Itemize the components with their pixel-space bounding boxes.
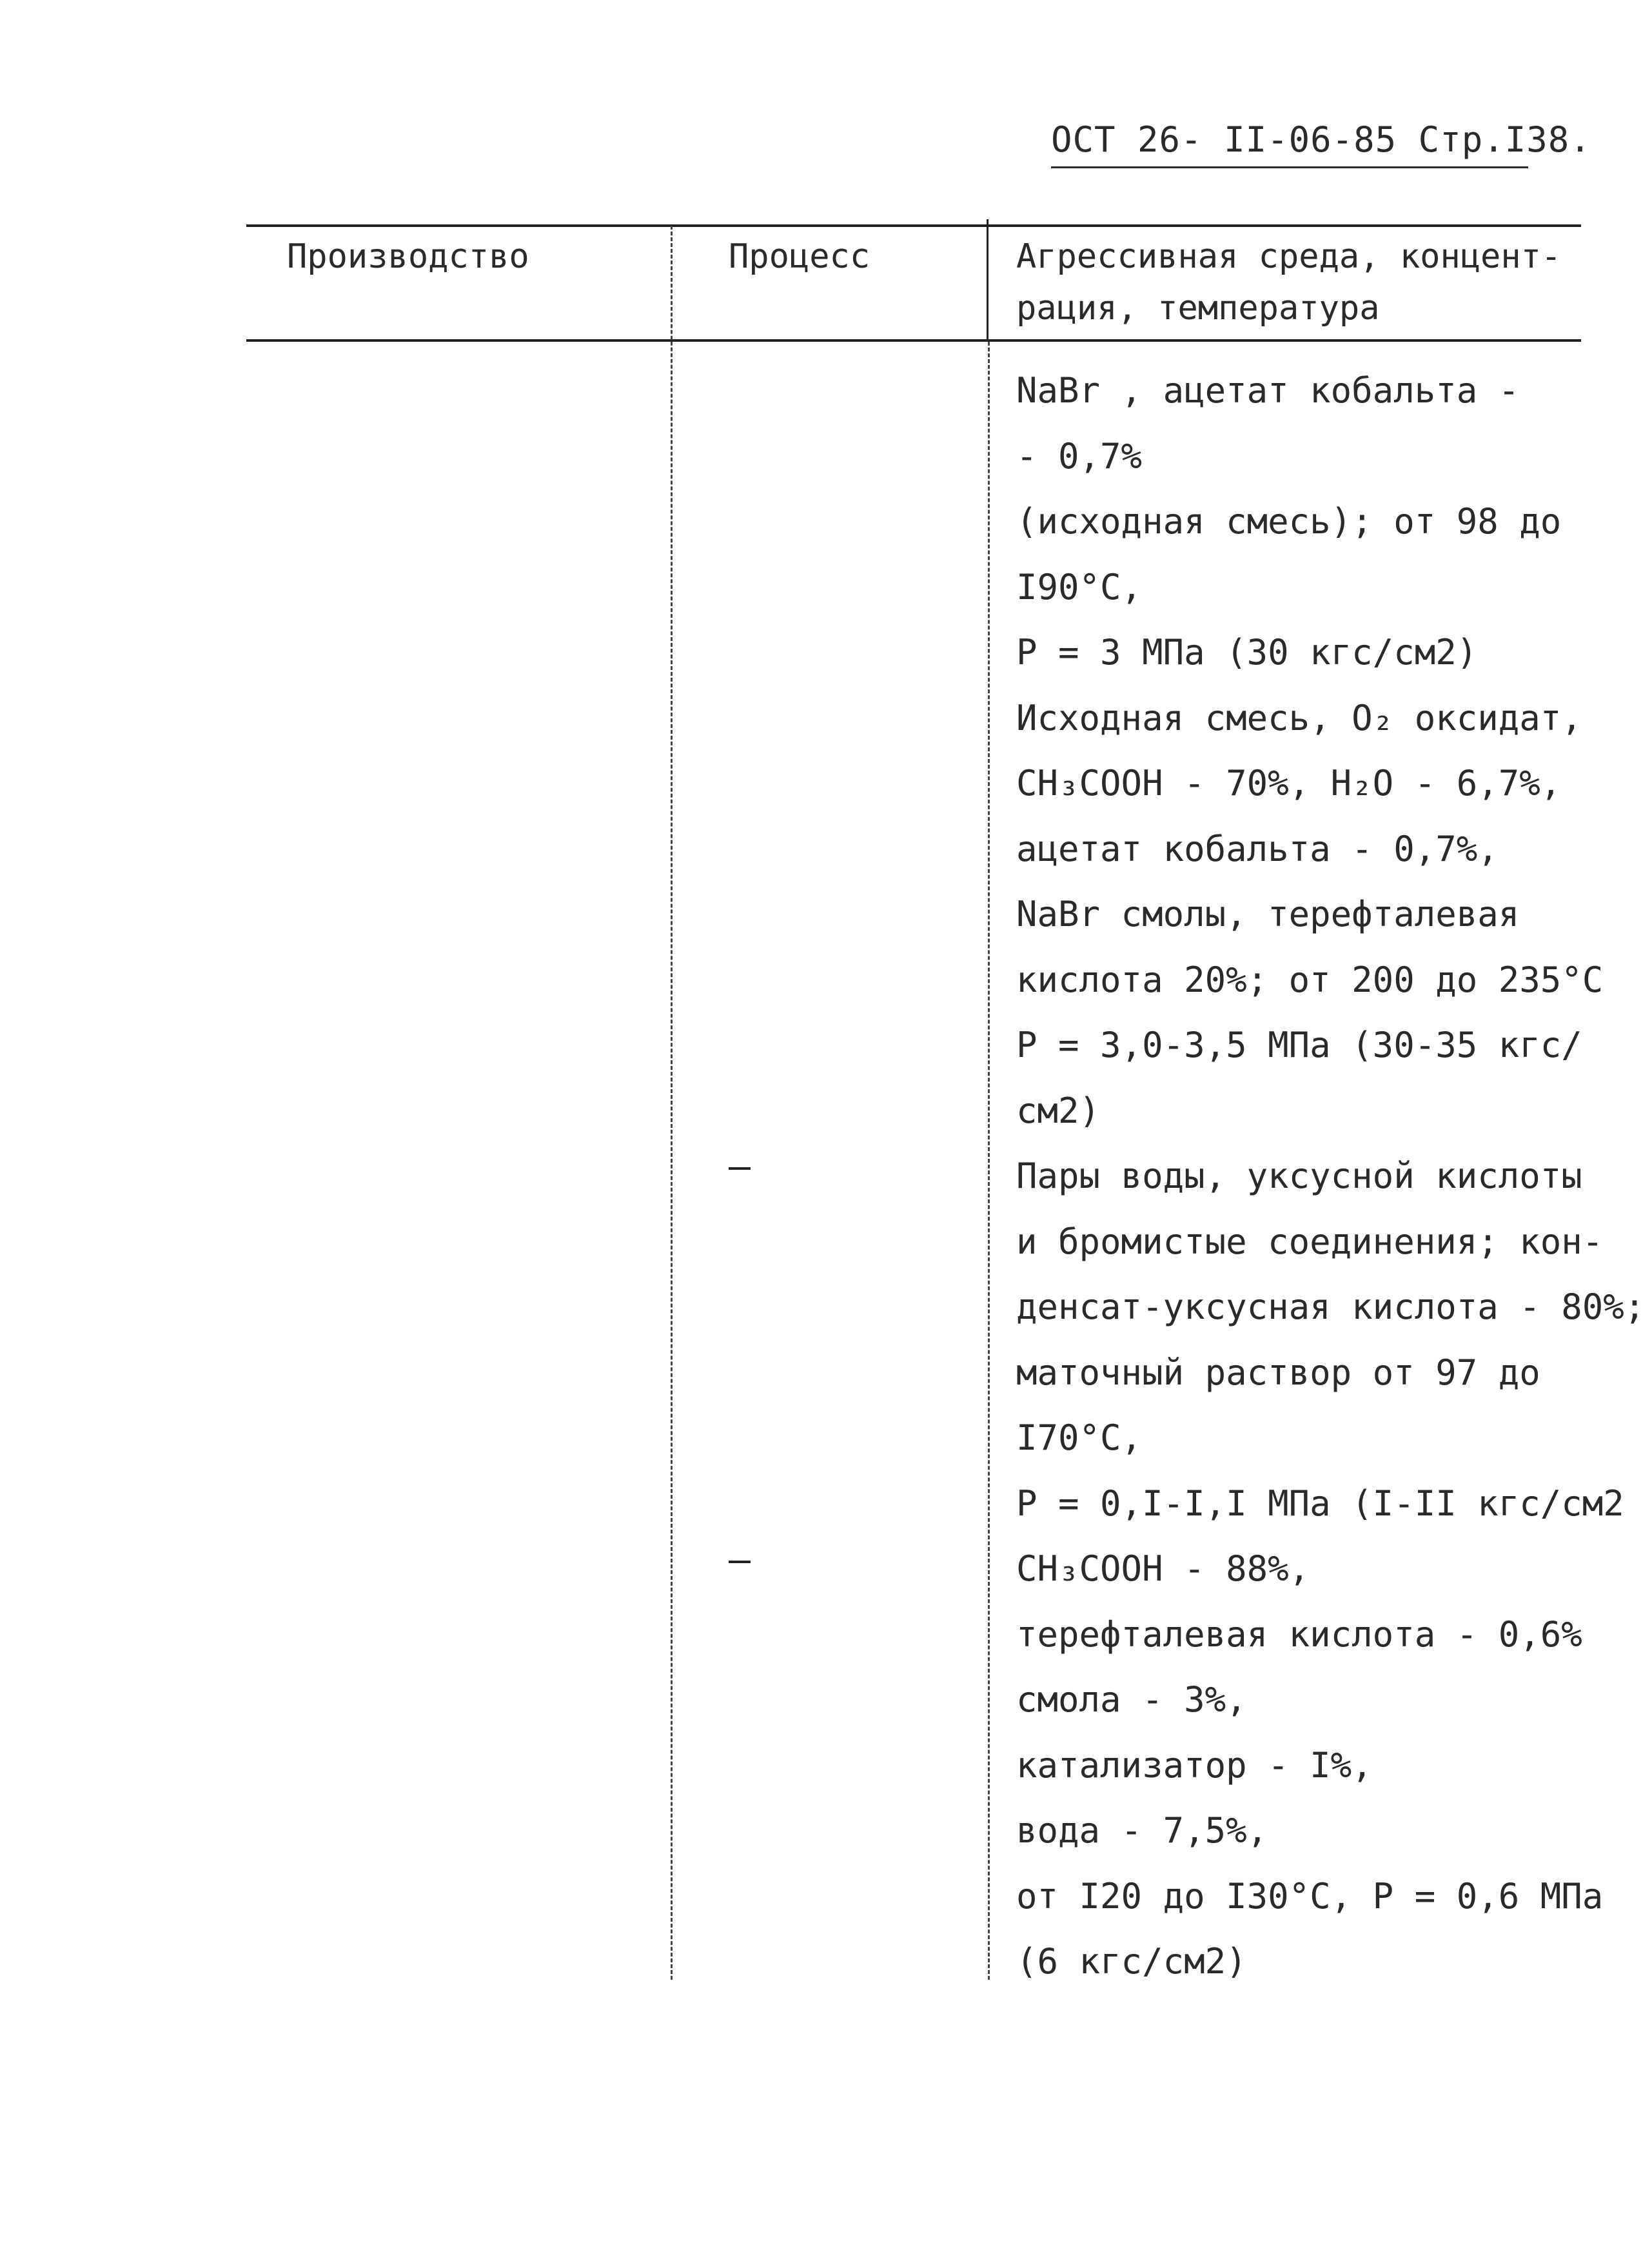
medium-line: кислота 20%; от 200 до 235°C [1016,959,1604,1000]
medium-line: терефталевая кислота - 0,6% [1016,1613,1582,1655]
medium-line: и бромистые соединения; кон- [1016,1221,1604,1262]
process-mark-2 [729,1561,751,1563]
table-header-rule [246,339,1581,342]
medium-line: маточный раствор от 97 до [1016,1352,1540,1393]
column-divider-1 [671,226,673,1980]
document-reference: ОСТ 26- II-06-85 Стр.I38. [1051,119,1591,160]
column-divider-2-header [987,219,988,342]
medium-line: I90°C, [1016,566,1143,607]
column-header-process: Процесс [729,237,870,276]
column-header-production: Производство [287,237,529,276]
column-header-medium-line-1: Агрессивная среда, концент- [1016,237,1562,276]
medium-line: NaBr , ацетат кобальта - [1016,370,1520,411]
medium-line: (6 кгс/см2) [1016,1941,1247,1982]
document-reference-underline [1051,166,1528,168]
column-divider-2 [988,342,990,1980]
table-top-rule [246,224,1581,227]
medium-line: катализатор - I%, [1016,1744,1373,1786]
medium-line: (исходная смесь); от 98 до [1016,501,1562,542]
medium-line: Пары воды, уксусной кислоты [1016,1156,1582,1196]
medium-line: CH₃COOH - 88%, [1016,1548,1310,1589]
medium-line: - 0,7% [1016,435,1143,477]
column-header-medium [1016,231,1561,334]
medium-line: I70°C, [1016,1417,1143,1458]
medium-line: ацетат кобальта - 0,7%, [1016,828,1499,869]
medium-line: NaBr смолы, терефталевая [1016,894,1520,934]
process-mark-1 [729,1167,751,1170]
medium-line: вода - 7,5%, [1016,1810,1268,1851]
medium-line: смола - 3%, [1016,1679,1247,1720]
column-header-medium-line-2: рация, температура [1016,289,1380,328]
medium-line: см2) [1016,1090,1101,1131]
medium-line: P = 3,0-3,5 МПа (30-35 кгс/ [1016,1025,1582,1065]
medium-line: P = 0,I-I,I МПа (I-II кгс/см2 [1016,1483,1624,1524]
medium-line: от I20 до I30°C, P = 0,6 МПа [1016,1875,1604,1917]
medium-column [1016,358,1646,1995]
medium-line: P = 3 МПа (30 кгс/см2) [1016,632,1478,673]
medium-line: денсат-уксусная кислота - 80%; [1016,1287,1646,1327]
medium-line: CH₃COOH - 70%, H₂O - 6,7%, [1016,763,1562,804]
medium-line: Исходная смесь, O₂ оксидат, [1016,697,1582,738]
